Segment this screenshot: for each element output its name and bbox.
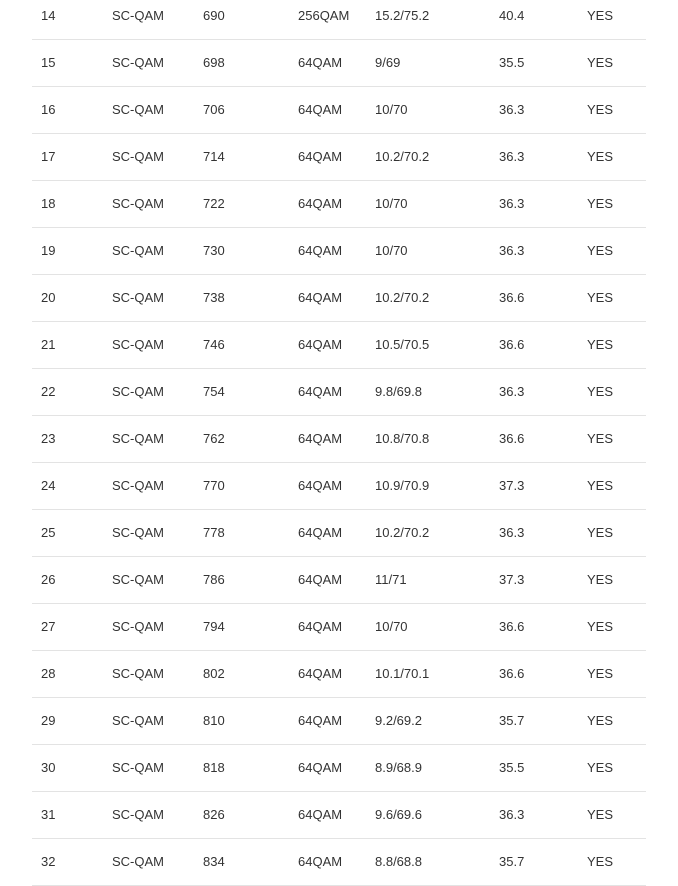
- cell-type: SC-QAM: [112, 807, 164, 822]
- table-row: [32, 0, 646, 40]
- cell-channel: 16: [41, 102, 56, 117]
- table-row: [32, 322, 646, 369]
- cell-snr: 37.3: [499, 572, 525, 587]
- table-row: [32, 275, 646, 322]
- cell-modulation: 64QAM: [298, 478, 343, 493]
- cell-channel: 30: [41, 760, 56, 775]
- cell-power: 10.1/70.1: [375, 666, 430, 681]
- cell-snr: 35.5: [499, 760, 525, 775]
- cell-locked: YES: [587, 102, 614, 117]
- cell-type: SC-QAM: [112, 431, 164, 446]
- cell-locked: YES: [587, 243, 614, 258]
- cell-snr: 36.3: [499, 807, 525, 822]
- cell-frequency: 730: [203, 243, 225, 258]
- cell-channel: 24: [41, 478, 56, 493]
- cell-frequency: 762: [203, 431, 225, 446]
- cell-type: SC-QAM: [112, 619, 164, 634]
- cell-snr: 36.3: [499, 525, 525, 540]
- cell-type: SC-QAM: [112, 854, 164, 869]
- cell-channel: 21: [41, 337, 56, 352]
- cell-locked: YES: [587, 807, 614, 822]
- cell-locked: YES: [587, 619, 614, 634]
- cell-snr: 40.4: [499, 8, 525, 23]
- cell-frequency: 746: [203, 337, 225, 352]
- cell-modulation: 64QAM: [298, 619, 343, 634]
- cell-frequency: 722: [203, 196, 225, 211]
- table-row: [32, 557, 646, 604]
- cell-type: SC-QAM: [112, 572, 164, 587]
- cell-frequency: 738: [203, 290, 225, 305]
- cell-frequency: 778: [203, 525, 225, 540]
- table-row: [32, 369, 646, 416]
- cell-snr: 36.6: [499, 337, 525, 352]
- cell-frequency: 786: [203, 572, 225, 587]
- table-row: [32, 839, 646, 886]
- table-row: [32, 604, 646, 651]
- cell-power: 10/70: [375, 243, 408, 258]
- cell-power: 10/70: [375, 102, 408, 117]
- cell-power: 10.2/70.2: [375, 290, 430, 305]
- cell-channel: 32: [41, 854, 56, 869]
- cell-locked: YES: [587, 713, 614, 728]
- cell-frequency: 690: [203, 8, 225, 23]
- cell-frequency: 754: [203, 384, 225, 399]
- cell-type: SC-QAM: [112, 337, 164, 352]
- cell-snr: 35.7: [499, 854, 525, 869]
- cell-modulation: 64QAM: [298, 337, 343, 352]
- cell-channel: 26: [41, 572, 56, 587]
- cell-channel: 29: [41, 713, 56, 728]
- cell-modulation: 64QAM: [298, 525, 343, 540]
- cell-snr: 35.5: [499, 55, 525, 70]
- cell-snr: 36.3: [499, 102, 525, 117]
- cell-locked: YES: [587, 431, 614, 446]
- cell-locked: YES: [587, 525, 614, 540]
- cell-type: SC-QAM: [112, 102, 164, 117]
- cell-modulation: 64QAM: [298, 196, 343, 211]
- cell-locked: YES: [587, 760, 614, 775]
- cell-snr: 36.6: [499, 619, 525, 634]
- cell-frequency: 810: [203, 713, 225, 728]
- cell-modulation: 64QAM: [298, 102, 343, 117]
- cell-modulation: 64QAM: [298, 807, 343, 822]
- cell-power: 10/70: [375, 619, 408, 634]
- cell-frequency: 770: [203, 478, 225, 493]
- cell-frequency: 818: [203, 760, 225, 775]
- cell-type: SC-QAM: [112, 196, 164, 211]
- cell-type: SC-QAM: [112, 760, 164, 775]
- cell-modulation: 64QAM: [298, 149, 343, 164]
- table-row: [32, 698, 646, 745]
- table-row: [32, 134, 646, 181]
- cell-modulation: 64QAM: [298, 290, 343, 305]
- cell-snr: 36.3: [499, 149, 525, 164]
- cell-type: SC-QAM: [112, 8, 164, 23]
- cell-locked: YES: [587, 196, 614, 211]
- cell-snr: 37.3: [499, 478, 525, 493]
- cell-frequency: 826: [203, 807, 225, 822]
- cell-power: 10.9/70.9: [375, 478, 430, 493]
- table-row: [32, 228, 646, 275]
- table-row: [32, 87, 646, 134]
- cell-type: SC-QAM: [112, 478, 164, 493]
- cell-type: SC-QAM: [112, 55, 164, 70]
- cell-type: SC-QAM: [112, 243, 164, 258]
- cell-channel: 23: [41, 431, 56, 446]
- cell-frequency: 706: [203, 102, 225, 117]
- cell-modulation: 64QAM: [298, 713, 343, 728]
- table-row: [32, 181, 646, 228]
- cell-power: 11/71: [375, 572, 407, 587]
- cell-power: 10.2/70.2: [375, 525, 430, 540]
- cell-frequency: 794: [203, 619, 225, 634]
- cell-power: 9.6/69.6: [375, 807, 422, 822]
- cell-power: 15.2/75.2: [375, 8, 430, 23]
- cell-power: 9/69: [375, 55, 401, 70]
- cell-power: 8.9/68.9: [375, 760, 422, 775]
- cell-snr: 35.7: [499, 713, 525, 728]
- cell-power: 8.8/68.8: [375, 854, 422, 869]
- cell-channel: 17: [41, 149, 56, 164]
- cell-type: SC-QAM: [112, 384, 164, 399]
- cell-power: 9.2/69.2: [375, 713, 422, 728]
- cell-locked: YES: [587, 55, 614, 70]
- table-row: [32, 40, 646, 87]
- cell-snr: 36.3: [499, 243, 525, 258]
- channel-table: [32, 0, 646, 886]
- cell-locked: YES: [587, 478, 614, 493]
- table-row: [32, 651, 646, 698]
- cell-power: 10.2/70.2: [375, 149, 430, 164]
- table-row: [32, 510, 646, 557]
- cell-locked: YES: [587, 572, 614, 587]
- cell-power: 10.5/70.5: [375, 337, 430, 352]
- cell-locked: YES: [587, 337, 614, 352]
- cell-channel: 20: [41, 290, 56, 305]
- cell-type: SC-QAM: [112, 290, 164, 305]
- cell-channel: 14: [41, 8, 56, 23]
- cell-snr: 36.6: [499, 290, 525, 305]
- cell-frequency: 714: [203, 149, 225, 164]
- cell-channel: 18: [41, 196, 56, 211]
- cell-modulation: 64QAM: [298, 854, 343, 869]
- cell-frequency: 802: [203, 666, 225, 681]
- cell-channel: 28: [41, 666, 56, 681]
- cell-locked: YES: [587, 384, 614, 399]
- cell-modulation: 64QAM: [298, 760, 343, 775]
- cell-frequency: 834: [203, 854, 225, 869]
- cell-modulation: 256QAM: [298, 8, 350, 23]
- cell-power: 10/70: [375, 196, 408, 211]
- cell-modulation: 64QAM: [298, 431, 343, 446]
- cell-type: SC-QAM: [112, 525, 164, 540]
- cell-snr: 36.6: [499, 666, 525, 681]
- cell-locked: YES: [587, 854, 614, 869]
- cell-channel: 27: [41, 619, 56, 634]
- cell-snr: 36.3: [499, 196, 525, 211]
- cell-locked: YES: [587, 8, 614, 23]
- cell-type: SC-QAM: [112, 149, 164, 164]
- table-row: [32, 416, 646, 463]
- table-row: [32, 745, 646, 792]
- cell-channel: 19: [41, 243, 56, 258]
- cell-type: SC-QAM: [112, 713, 164, 728]
- cell-channel: 15: [41, 55, 56, 70]
- cell-modulation: 64QAM: [298, 243, 343, 258]
- cell-locked: YES: [587, 290, 614, 305]
- table-row: [32, 792, 646, 839]
- cell-channel: 22: [41, 384, 56, 399]
- cell-modulation: 64QAM: [298, 55, 343, 70]
- cell-locked: YES: [587, 149, 614, 164]
- cell-snr: 36.3: [499, 384, 525, 399]
- cell-locked: YES: [587, 666, 614, 681]
- cell-modulation: 64QAM: [298, 666, 343, 681]
- cell-type: SC-QAM: [112, 666, 164, 681]
- cell-modulation: 64QAM: [298, 572, 343, 587]
- cell-power: 10.8/70.8: [375, 431, 430, 446]
- cell-modulation: 64QAM: [298, 384, 343, 399]
- cell-snr: 36.6: [499, 431, 525, 446]
- cell-power: 9.8/69.8: [375, 384, 422, 399]
- cell-channel: 31: [41, 807, 56, 822]
- table-row: [32, 463, 646, 510]
- cell-channel: 25: [41, 525, 56, 540]
- cell-frequency: 698: [203, 55, 225, 70]
